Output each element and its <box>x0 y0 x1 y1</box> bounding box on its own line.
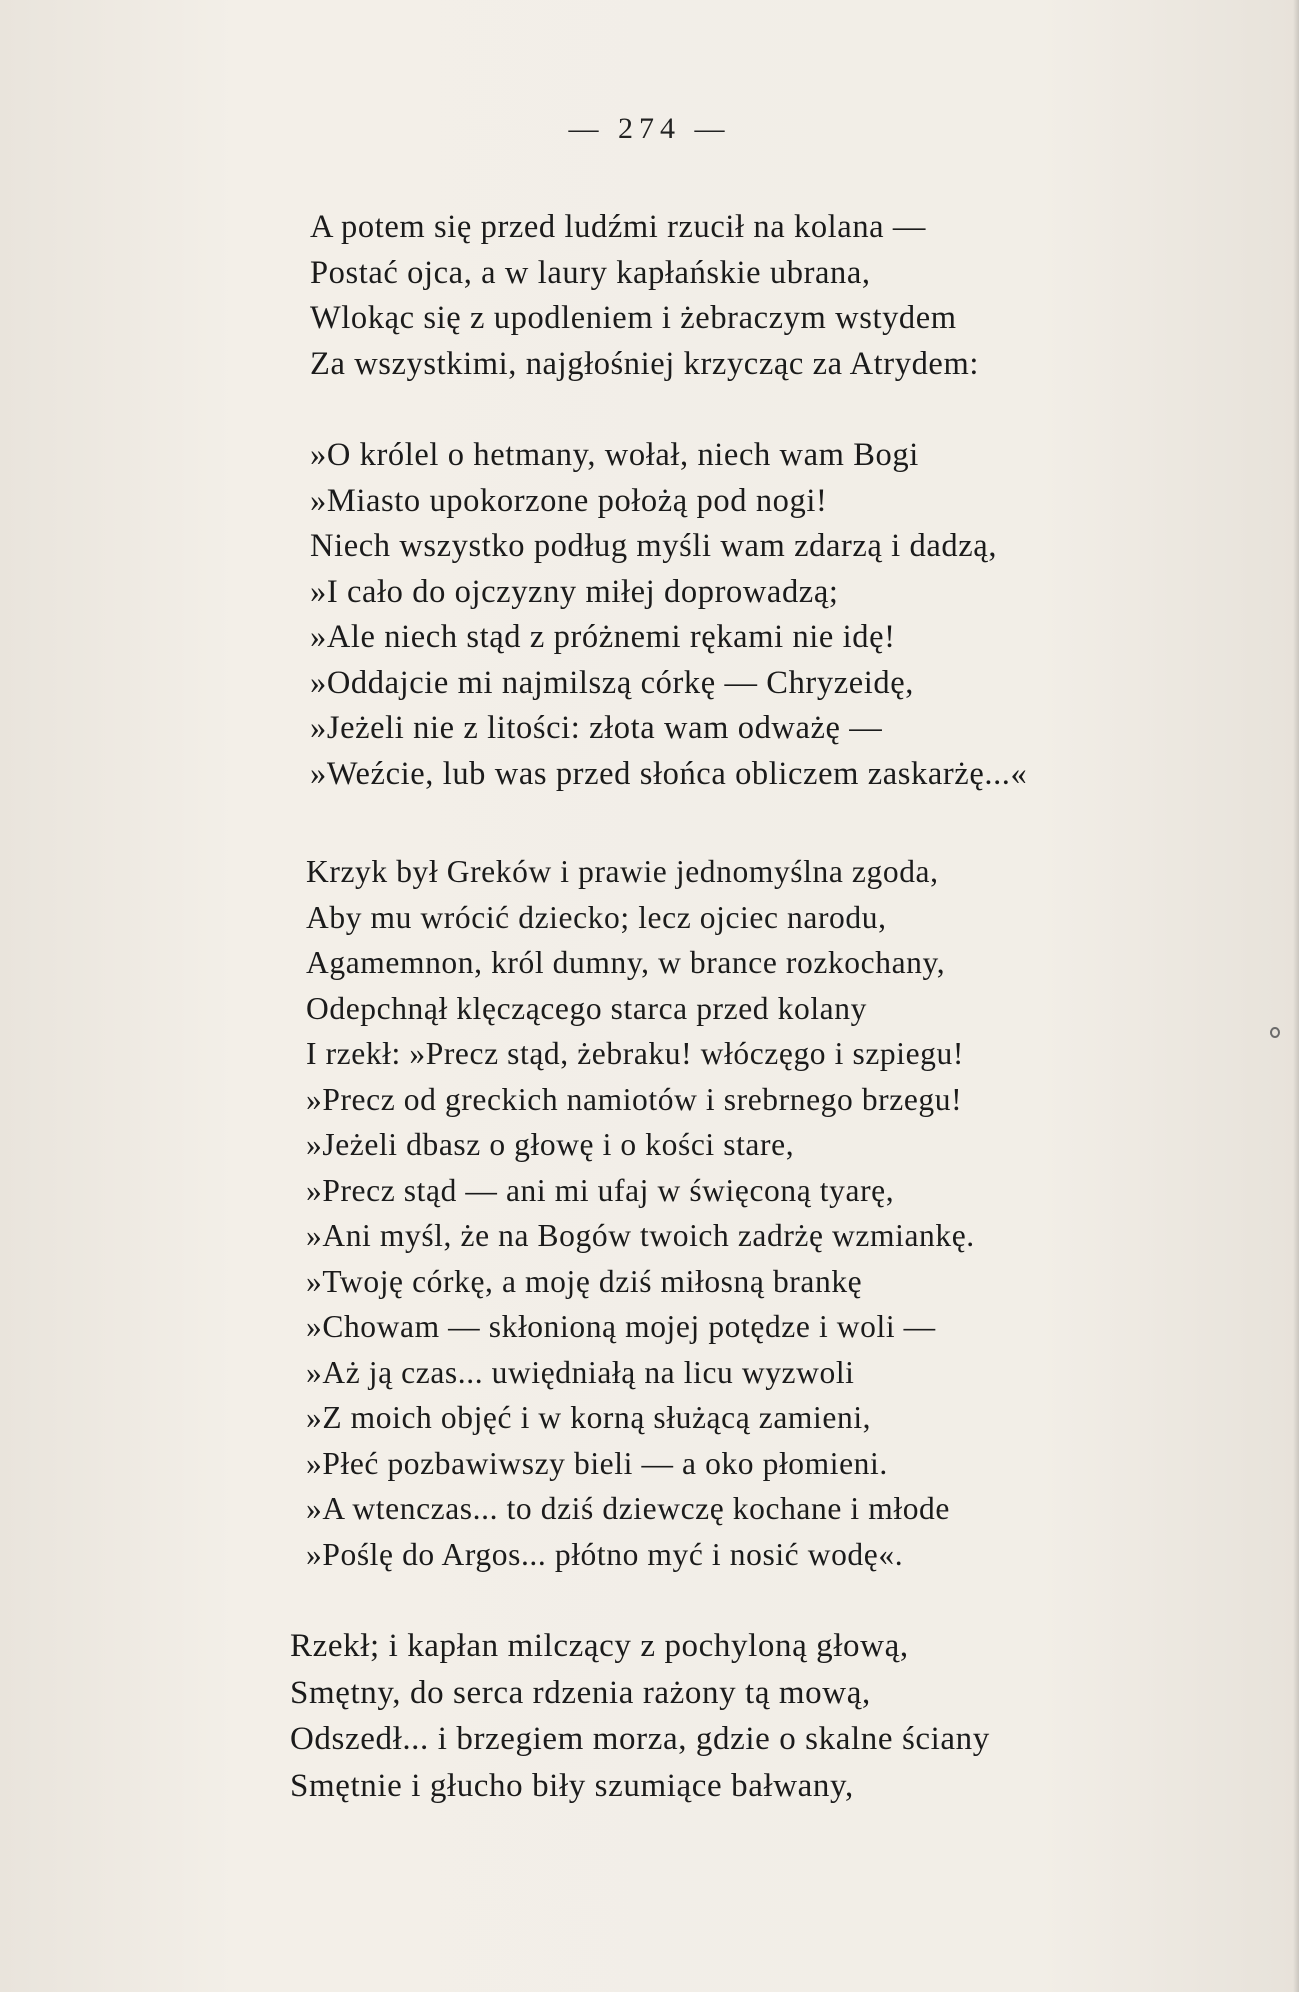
verse-line: Aby mu wrócić dziecko; lecz ojciec narodu, <box>306 899 887 935</box>
verse-line: »Oddajcie mi najmilszą córkę — Chryzeidę, <box>310 664 914 701</box>
verse-line: »Precz stąd — ani mi ufaj w święconą tyarę, <box>306 1172 895 1208</box>
verse-line: »Jeżeli dbasz o głowę i o kości stare, <box>306 1127 795 1162</box>
ink-speck <box>1270 1027 1280 1038</box>
verse-line: »A wtenczas... to dziś dziewczę kochane i młode <box>306 1491 950 1526</box>
page-number: — 274 — <box>568 112 731 145</box>
stanza-2 <box>310 433 1027 797</box>
verse-line: Smętnie i głucho biły szumiące bałwany, <box>290 1767 854 1804</box>
verse-line: Rzekł; i kapłan milczący z pochyloną głową, <box>290 1628 909 1664</box>
verse-line: »I cało do ojczyzny miłej doprowadzą; <box>310 573 839 610</box>
stanza-3 <box>306 849 975 1577</box>
verse-line: Niech wszystko podług myśli wam zdarzą i dadzą, <box>310 528 998 564</box>
verse-line: Agamemnon, król dumny, w brance rozkochany, <box>306 945 946 980</box>
verse-line: »Jeżeli nie z litości: złota wam odważę — <box>310 710 883 746</box>
verse-line: »Płeć pozbawiwszy bieli — a oko płomieni. <box>306 1445 888 1481</box>
verse-line: »Miasto upokorzone położą pod nogi! <box>310 482 828 519</box>
verse-line: »Ani myśl, że na Bogów twoich zadrżę wzmiankę. <box>306 1218 975 1253</box>
stanza-4 <box>290 1623 990 1809</box>
verse-line: »Aż ją czas... uwiędniałą na licu wyzwoli <box>306 1354 855 1390</box>
page-edge-shadow <box>1293 0 1299 1992</box>
verse-line: »Weźcie, lub was przed słońca obliczem zaskarżę...« <box>310 755 1028 792</box>
verse-line: »Z moich objęć i w korną służącą zamieni, <box>306 1400 872 1435</box>
verse-line: A potem się przed ludźmi rzucił na kolana — <box>310 209 927 245</box>
verse-line: Odszedł... i brzegiem morza, gdzie o skalne ściany <box>290 1721 990 1757</box>
verse-line: »Precz od greckich namiotów i srebrnego brzegu! <box>306 1081 963 1117</box>
verse-line: Krzyk był Greków i prawie jednomyślna zgoda, <box>306 854 939 889</box>
verse-line: Za wszystkimi, najgłośniej krzycząc za Atrydem: <box>310 345 979 382</box>
verse-line: Odepchnął klęczącego starca przed kolany <box>306 990 867 1026</box>
verse-line: I rzekł: »Precz stąd, żebraku! włóczęgo i szpiegu! <box>306 1036 964 1071</box>
verse-line: »Chowam — skłonioną mojej potędze i woli — <box>306 1309 936 1344</box>
verse-line: Wlokąc się z upodleniem i żebraczym wstydem <box>310 300 957 336</box>
verse-line: Smętny, do serca rdzenia rażony tą mową, <box>290 1674 871 1711</box>
verse-line: »Poślę do Argos... płótno myć i nosić wodę«. <box>306 1536 904 1572</box>
verse-line: Postać ojca, a w laury kapłańskie ubrana, <box>310 254 871 291</box>
verse-line: »O królel o hetmany, wołał, niech wam Bogi <box>310 437 919 473</box>
verse-line: »Ale niech stąd z próżnemi rękami nie idę! <box>310 619 896 655</box>
stanza-1 <box>310 205 979 387</box>
verse-line: »Twoję córkę, a moję dziś miłosną brankę <box>306 1263 863 1299</box>
